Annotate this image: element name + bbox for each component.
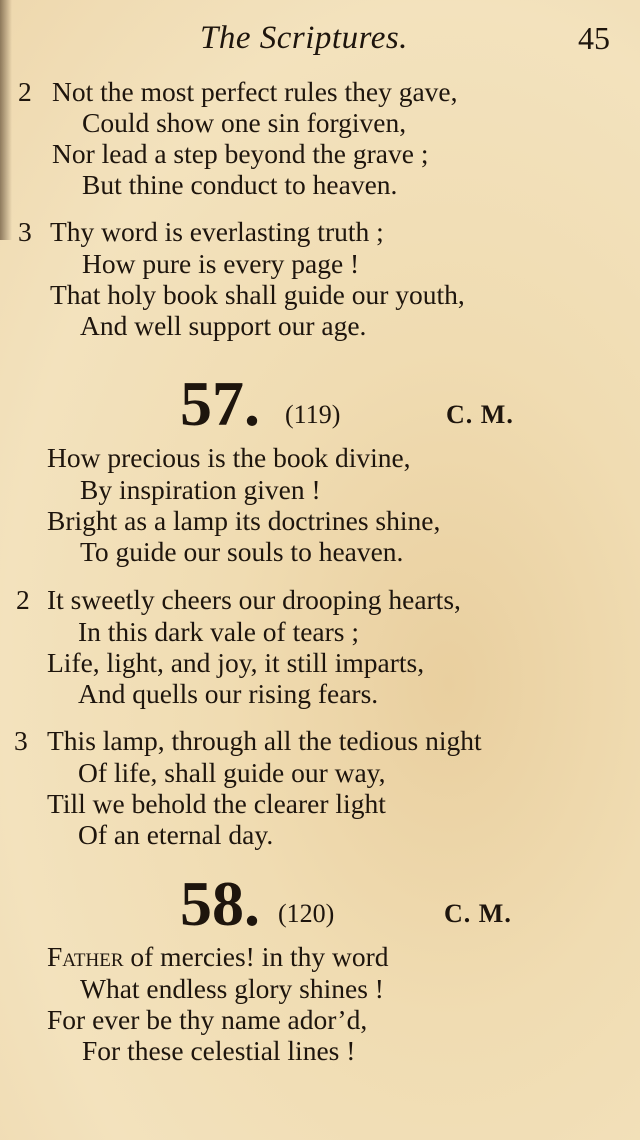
verse-line-rest: of mercies! in thy word bbox=[123, 941, 389, 972]
verse-line: By inspiration given ! bbox=[80, 474, 321, 505]
verse-line: But thine conduct to heaven. bbox=[82, 169, 398, 200]
verse-number: 3 bbox=[14, 725, 28, 756]
verse-line: Could show one sin forgiven, bbox=[82, 107, 407, 138]
page-number: 45 bbox=[578, 20, 610, 56]
verse-line: For these celestial lines ! bbox=[82, 1035, 356, 1066]
verse-number: 2 bbox=[16, 584, 30, 615]
verse-line: Nor lead a step beyond the grave ; bbox=[52, 138, 429, 169]
running-header-title: The Scriptures. bbox=[200, 20, 408, 56]
verse-line: Till we behold the clearer light bbox=[47, 788, 386, 819]
hymn-number: 57. bbox=[180, 368, 260, 439]
verse-number: 2 bbox=[18, 76, 32, 107]
verse-line: And well support our age. bbox=[80, 310, 367, 341]
verse-line bbox=[47, 943, 389, 971]
verse-line: Thy word is everlasting truth ; bbox=[50, 216, 384, 247]
hymn-number: 58. bbox=[180, 868, 260, 939]
verse-first-word: Father bbox=[47, 941, 124, 972]
hymn-reference: (119) bbox=[285, 400, 341, 429]
verse-line: Of an eternal day. bbox=[78, 819, 274, 850]
verse-line: What endless glory shines ! bbox=[80, 973, 384, 1004]
verse-line: How precious is the book divine, bbox=[47, 442, 411, 473]
verse-line: Of life, shall guide our way, bbox=[78, 757, 386, 788]
hymn-meter: C. M. bbox=[446, 400, 514, 429]
verse-line: It sweetly cheers our drooping hearts, bbox=[47, 584, 461, 615]
hymn-reference: (120) bbox=[278, 899, 335, 928]
verse-line: That holy book shall guide our youth, bbox=[50, 279, 465, 310]
verse-line: Life, light, and joy, it still imparts, bbox=[47, 647, 425, 678]
verse-line: Bright as a lamp its doctrines shine, bbox=[47, 505, 441, 536]
verse-line: This lamp, through all the tedious night bbox=[47, 725, 482, 756]
verse-line: Not the most perfect rules they gave, bbox=[52, 76, 458, 107]
verse-line: For ever be thy name ador’d, bbox=[47, 1004, 368, 1035]
verse-line: How pure is every page ! bbox=[82, 248, 360, 279]
verse-line: To guide our souls to heaven. bbox=[80, 536, 404, 567]
verse-number: 3 bbox=[18, 216, 32, 247]
verse-line: And quells our rising fears. bbox=[78, 678, 379, 709]
verse-line: In this dark vale of tears ; bbox=[78, 616, 360, 647]
binding-shadow bbox=[0, 0, 12, 240]
hymn-meter: C. M. bbox=[444, 899, 512, 928]
